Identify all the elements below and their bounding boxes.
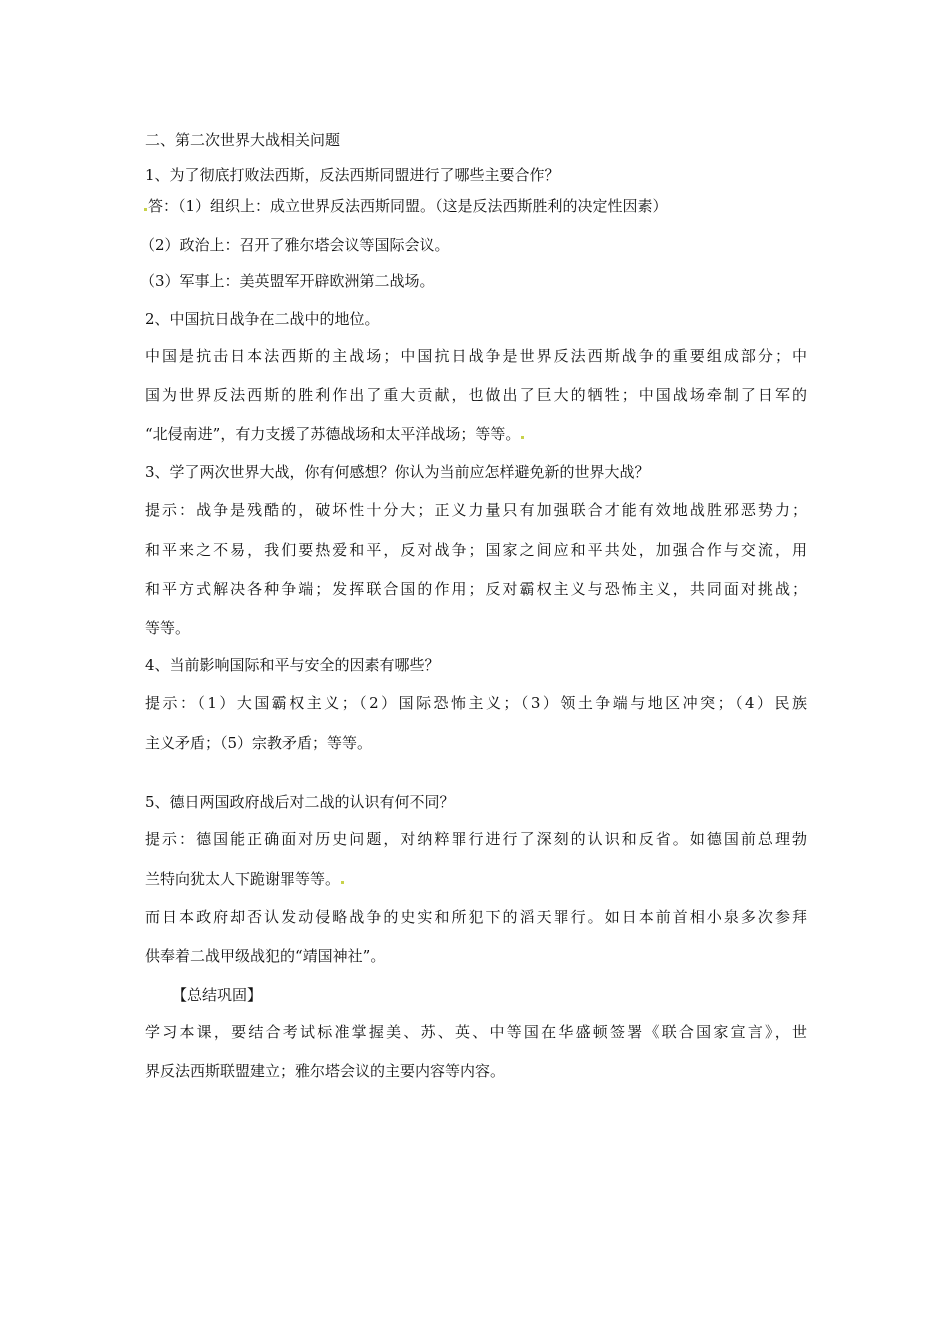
summary-line-2: 界反法西斯联盟建立；雅尔塔会议的主要内容等内容。 [145, 1062, 506, 1080]
mark-dot [521, 436, 524, 439]
answer-2-line-2: 国为世界反法西斯的胜利作出了重大贡献，也做出了巨大的牺牲；中国战场牵制了日军的 [145, 386, 807, 404]
answer-2-line-1: 中国是抗击日本法西斯的主战场；中国抗日战争是世界反法西斯战争的重要组成部分；中 [145, 347, 807, 365]
mark-dot [341, 881, 344, 884]
answer-1-line-1: 答：（1）组织上：成立世界反法西斯同盟。（这是反法西斯胜利的决定性因素） [143, 196, 668, 216]
question-4: 4、当前影响国际和平与安全的因素有哪些？ [145, 656, 440, 674]
question-1: 1、为了彻底打败法西斯，反法西斯同盟进行了哪些主要合作？ [145, 166, 560, 184]
mark-dot [144, 208, 147, 211]
question-3: 3、学了两次世界大战，你有何感想？你认为当前应怎样避免新的世界大战？ [145, 463, 650, 481]
answer-1-line-2: （2）政治上：召开了雅尔塔会议等国际会议。 [140, 236, 450, 254]
answer-3-line-1: 提示：战争是残酷的，破坏性十分大；正义力量只有加强联合才能有效地战胜邪恶势力； [145, 501, 807, 519]
answer-3-line-2: 和平来之不易，我们要热爱和平，反对战争；国家之间应和平共处，加强合作与交流，用 [145, 541, 807, 559]
answer-1-line-3: （3）军事上：美英盟军开辟欧洲第二战场。 [140, 272, 435, 290]
answer-4-line-1: 提示：（1）大国霸权主义；（2）国际恐怖主义；（3）领土争端与地区冲突；（4）民族 [145, 694, 807, 712]
question-2: 2、中国抗日战争在二战中的地位。 [145, 310, 380, 328]
answer-5-line-3: 而日本政府却否认发动侵略战争的史实和所犯下的滔天罪行。如日本前首相小泉多次参拜 [145, 908, 807, 926]
question-5: 5、德日两国政府战后对二战的认识有何不同？ [145, 793, 455, 811]
answer-5-line-1: 提示：德国能正确面对历史问题，对纳粹罪行进行了深刻的认识和反省。如德国前总理勃 [145, 830, 807, 848]
answer-3-line-3: 和平方式解决各种争端；发挥联合国的作用；反对霸权主义与恐怖主义，共同面对挑战； [145, 580, 807, 598]
summary-heading: 【总结巩固】 [172, 986, 263, 1004]
answer-4-line-2: 主义矛盾；（5）宗教矛盾；等等。 [145, 734, 373, 752]
answer-5-line-4: 供奉着二战甲级战犯的“靖国神社”。 [145, 947, 386, 965]
summary-line-1: 学习本课，要结合考试标准掌握美、苏、英、中等国在华盛顿签署《联合国家宣言》，世 [145, 1023, 807, 1041]
answer-5-line-2: 兰特向犹太人下跪谢罪等等。 [145, 869, 345, 889]
answer-2-line-3: “北侵南进”，有力支援了苏德战场和太平洋战场；等等。 [145, 424, 525, 444]
section-title: 二、第二次世界大战相关问题 [145, 131, 341, 149]
answer-3-line-4: 等等。 [145, 619, 191, 637]
